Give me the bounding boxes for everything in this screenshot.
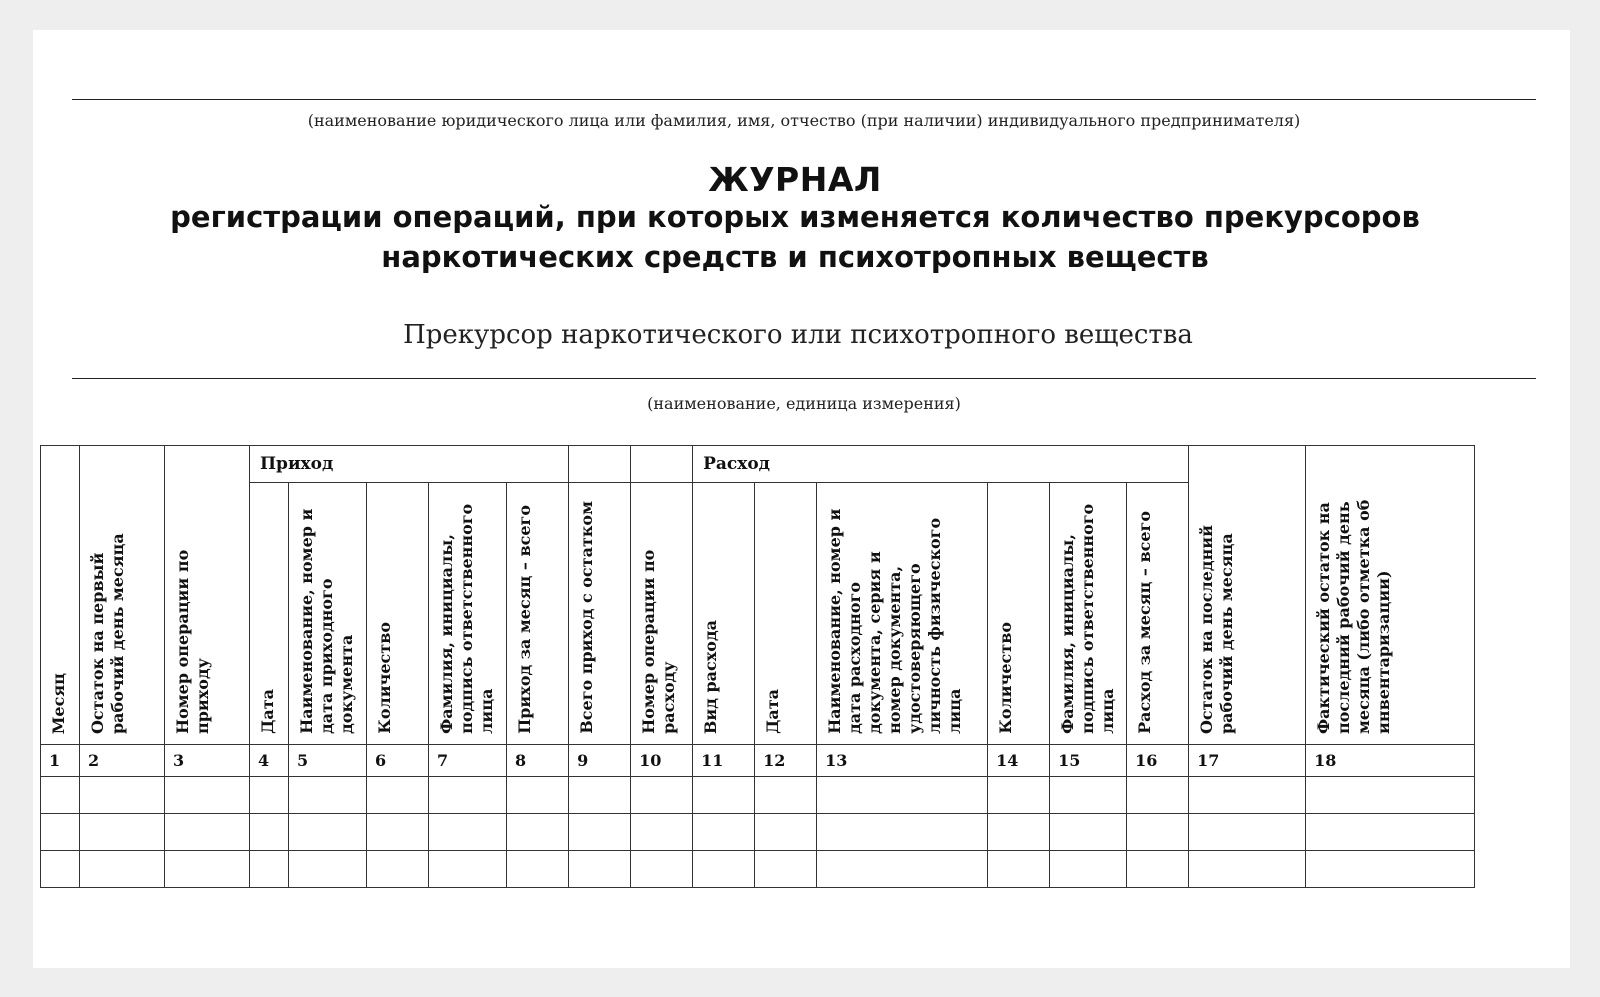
header-expense-op-number: Номер операции по расходу — [631, 483, 693, 745]
table-cell[interactable] — [41, 851, 80, 888]
table-cell[interactable] — [1189, 777, 1306, 814]
column-number: 14 — [988, 745, 1050, 777]
table-cell[interactable] — [817, 777, 988, 814]
header-expense-total: Расход за месяц – всего — [1127, 483, 1189, 745]
table-cell[interactable] — [569, 851, 631, 888]
column-number-row — [41, 745, 1475, 777]
column-number: 2 — [80, 745, 165, 777]
header-income-responsible: Фамилия, инициалы, подпись ответственного лица — [429, 483, 507, 745]
entity-name-line — [72, 99, 1536, 100]
table-cell[interactable] — [1050, 851, 1127, 888]
table-cell[interactable] — [755, 851, 817, 888]
header-total-with-balance: Всего приход с остатком — [569, 483, 631, 745]
table-cell[interactable] — [1127, 851, 1189, 888]
column-number: 7 — [429, 745, 507, 777]
column-number: 8 — [507, 745, 569, 777]
column-number: 3 — [165, 745, 250, 777]
table-cell[interactable] — [817, 851, 988, 888]
header-expense-responsible: Фамилия, инициалы, подпись ответственного лица — [1050, 483, 1127, 745]
column-number: 16 — [1127, 745, 1189, 777]
column-number: 12 — [755, 745, 817, 777]
header-income-date: Дата — [250, 483, 289, 745]
table-cell[interactable] — [693, 814, 755, 851]
column-number: 15 — [1050, 745, 1127, 777]
table-cell[interactable] — [1306, 777, 1475, 814]
table-cell[interactable] — [250, 777, 289, 814]
table-cell[interactable] — [289, 851, 367, 888]
header-income-document: Наименование, номер и дата приходного документа — [289, 483, 367, 745]
table-cell[interactable] — [1306, 851, 1475, 888]
column-number: 9 — [569, 745, 631, 777]
column-number: 11 — [693, 745, 755, 777]
table-cell[interactable] — [507, 851, 569, 888]
header-row-top — [41, 446, 1475, 483]
header-expense-date: Дата — [755, 483, 817, 745]
table-cell[interactable] — [165, 814, 250, 851]
table-cell[interactable] — [429, 777, 507, 814]
table-cell[interactable] — [507, 777, 569, 814]
column-number: 5 — [289, 745, 367, 777]
table-cell[interactable] — [41, 814, 80, 851]
table-row — [41, 777, 1475, 814]
table-cell[interactable] — [1050, 777, 1127, 814]
header-expense-quantity: Количество — [988, 483, 1050, 745]
table-cell[interactable] — [569, 814, 631, 851]
group-expense: Расход — [693, 446, 1189, 483]
table-cell[interactable] — [367, 777, 429, 814]
table-cell[interactable] — [755, 777, 817, 814]
entity-caption: (наименование юридического лица или фамилия, имя, отчество (при наличии) индивидуального предпринимателя) — [307, 111, 1301, 130]
header-actual-balance: Фактический остаток на последний рабочий день месяца (либо отметка об инвентаризации) — [1306, 446, 1475, 745]
title-line-3: наркотических средств и психотропных веществ — [381, 240, 1209, 274]
table-row — [41, 814, 1475, 851]
journal-table — [40, 445, 1475, 888]
table-cell[interactable] — [1127, 814, 1189, 851]
table-cell[interactable] — [41, 777, 80, 814]
table-cell[interactable] — [80, 851, 165, 888]
precursor-caption: (наименование, единица измерения) — [647, 394, 961, 413]
table-cell[interactable] — [507, 814, 569, 851]
table-cell[interactable] — [631, 777, 693, 814]
column-number: 13 — [817, 745, 988, 777]
table-cell[interactable] — [693, 851, 755, 888]
title-line-2: регистрации операций, при которых изменяется количество прекурсоров — [170, 200, 1420, 234]
table-cell[interactable] — [165, 851, 250, 888]
table-cell[interactable] — [631, 851, 693, 888]
column-number: 6 — [367, 745, 429, 777]
table-cell[interactable] — [367, 851, 429, 888]
header-expense-type: Вид расхода — [693, 483, 755, 745]
table-cell[interactable] — [693, 777, 755, 814]
column-number: 10 — [631, 745, 693, 777]
header-income-op-number: Номер операции по приходу — [165, 446, 250, 745]
table-cell[interactable] — [569, 777, 631, 814]
table-cell[interactable] — [817, 814, 988, 851]
column-number: 18 — [1306, 745, 1475, 777]
precursor-label: Прекурсор наркотического или психотропного вещества — [403, 320, 1193, 350]
table-cell[interactable] — [631, 814, 693, 851]
header-closing-balance: Остаток на последний рабочий день месяца — [1189, 446, 1306, 745]
header-income-total: Приход за месяц – всего — [507, 483, 569, 745]
table-cell[interactable] — [80, 777, 165, 814]
table-cell[interactable] — [165, 777, 250, 814]
table-cell[interactable] — [250, 814, 289, 851]
table-row — [41, 851, 1475, 888]
header-income-quantity: Количество — [367, 483, 429, 745]
table-cell[interactable] — [1189, 851, 1306, 888]
column-number: 1 — [41, 745, 80, 777]
title-main: ЖУРНАЛ — [708, 160, 882, 199]
group-income: Приход — [250, 446, 569, 483]
header-opening-balance: Остаток на первый рабочий день месяца — [80, 446, 165, 745]
group-blank-2 — [631, 446, 693, 483]
table-cell[interactable] — [988, 777, 1050, 814]
table-cell[interactable] — [429, 814, 507, 851]
table-cell[interactable] — [1050, 814, 1127, 851]
table-cell[interactable] — [289, 814, 367, 851]
header-expense-document: Наименование, номер и дата расходного документа, серия и номер документа, удостоверяющего личность физического лица — [817, 483, 988, 745]
table-cell[interactable] — [988, 851, 1050, 888]
table-cell[interactable] — [250, 851, 289, 888]
group-blank-1 — [569, 446, 631, 483]
header-month: Месяц — [41, 446, 80, 745]
table-cell[interactable] — [1189, 814, 1306, 851]
column-number: 17 — [1189, 745, 1306, 777]
table-cell[interactable] — [1306, 814, 1475, 851]
table-cell[interactable] — [289, 777, 367, 814]
column-number: 4 — [250, 745, 289, 777]
table-cell[interactable] — [429, 851, 507, 888]
table-cell[interactable] — [367, 814, 429, 851]
precursor-line — [72, 378, 1536, 379]
table-cell[interactable] — [988, 814, 1050, 851]
table-cell[interactable] — [80, 814, 165, 851]
table-cell[interactable] — [755, 814, 817, 851]
table-cell[interactable] — [1127, 777, 1189, 814]
